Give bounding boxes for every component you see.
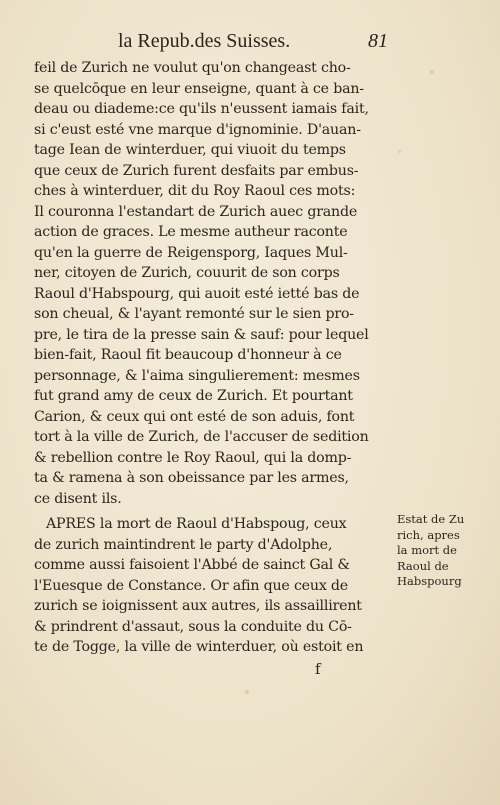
text-line: feil de Zurich ne voulut qu'on changeast cho-: [34, 60, 351, 76]
text-line: ce disent ils.: [34, 490, 122, 507]
running-title: la Repub.des Suisses.: [118, 30, 291, 52]
text-line: & rebellion contre le Roy Raoul, qui la domp-: [34, 449, 352, 466]
page-header: [0, 30, 500, 60]
text-line: la mort de: [397, 543, 457, 557]
text-line: si c'eust esté vne marque d'ignominie. D'auan-: [34, 121, 361, 138]
text-line: ner, citoyen de Zurich, couurit de son corps: [34, 265, 340, 281]
paper-spot: [430, 70, 434, 74]
text-line: ta & ramena à son obeissance par les armes,: [34, 470, 349, 486]
text-line: son cheual, & l'ayant remonté sur le sien pro-: [34, 306, 354, 322]
text-line: APRES la mort de Raoul d'Habspoug, ceux: [46, 516, 347, 532]
text-line: rich, apres: [397, 527, 460, 542]
text-line: de zurich maintindrent le party d'Adolphe,: [34, 536, 333, 553]
text-line: deau ou diademe:ce qu'ils n'eussent iamais fait,: [34, 101, 369, 117]
text-line: fut grand amy de ceux de Zurich. Et pourtant: [34, 388, 353, 404]
text-line: Il couronna l'estandart de Zurich auec grande: [34, 203, 358, 220]
text-line: pre, le tira de la presse sain & sauf: pour lequel: [34, 326, 369, 343]
text-line: tort à la ville de Zurich, de l'accuser de sedition: [34, 429, 369, 445]
paragraph-2: [34, 514, 390, 658]
text-line: bien-fait, Raoul fit beaucoup d'honneur à ce: [34, 347, 342, 363]
text-line: l'Euesque de Constance. Or afin que ceux de: [34, 577, 349, 594]
page-number: 81: [368, 30, 388, 52]
paper-spot: [398, 150, 401, 153]
margin-note: [397, 512, 487, 590]
text-line: te de Togge, la ville de winterduer, où estoit en: [34, 639, 364, 655]
text-line: se quelcōque en leur enseigne, quant à ce ban-: [34, 80, 364, 97]
text-line: tage Iean de winterduer, qui viuoit du temps: [34, 142, 346, 158]
text-line: comme aussi faisoient l'Abbé de sainct Gal &: [34, 557, 350, 573]
text-line: Raoul d'Habspourg, qui auoit esté ietté bas de: [34, 285, 360, 302]
text-line: qu'en la guerre de Reigensporg, Iaques Mul-: [34, 244, 348, 261]
paper-spot: [245, 690, 249, 694]
text-line: Estat de Zu: [397, 512, 465, 526]
text-line: Carion, & ceux qui ont esté de son aduis, font: [34, 408, 355, 425]
text-line: que ceux de Zurich furent desfaits par embus-: [34, 162, 359, 179]
text-line: Raoul de: [397, 558, 449, 573]
text-line: ches à winterduer, dit du Roy Raoul ces mots:: [34, 183, 356, 199]
text-line: action de graces. Le mesme autheur raconte: [34, 224, 348, 240]
text-line: zurich se ioignissent aux autres, ils assaillirent: [34, 598, 362, 614]
text-line: Habspourg: [397, 574, 462, 588]
paragraph-1: [34, 58, 390, 509]
text-line: & prindrent d'assaut, sous la conduite du Cō-: [34, 618, 352, 635]
signature-mark: f: [315, 660, 321, 678]
text-line: personnage, & l'aima singulierement: mesmes: [34, 367, 360, 384]
